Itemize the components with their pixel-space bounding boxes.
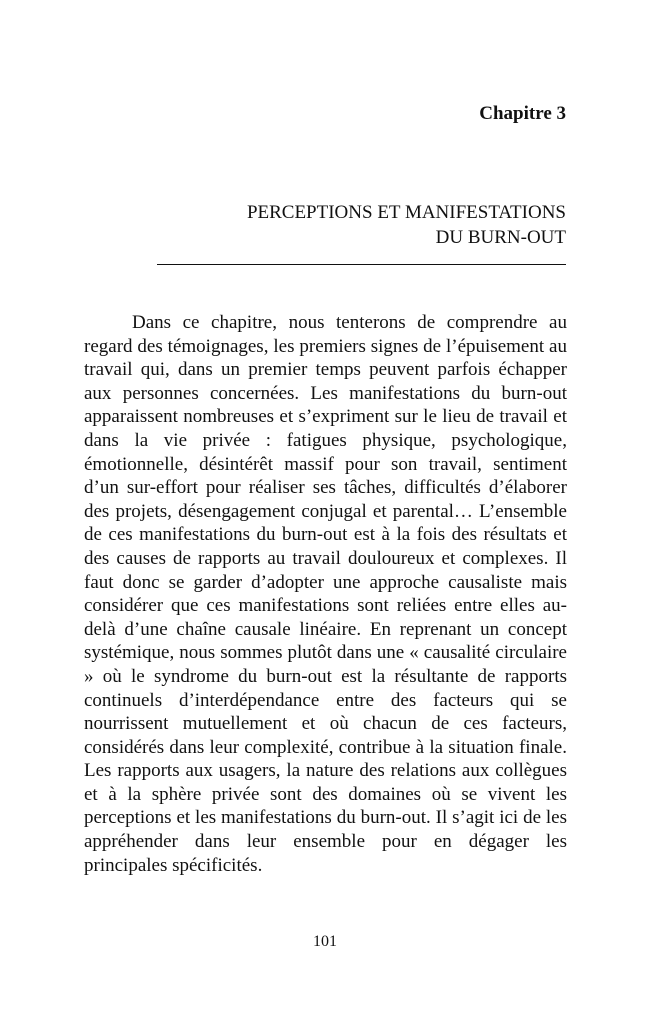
chapter-title-line-2: DU BURN-OUT — [435, 227, 566, 248]
title-underline-rule — [157, 264, 566, 265]
page-number: 101 — [313, 933, 337, 950]
body-paragraph: Dans ce chapitre, nous tenterons de comprendre au regard des témoignages, les premiers signes de l’épuisement au travail qui, dans un premier temps peuvent parfois échapper aux personnes concernées. Les manifestations du burn-out apparaissent nombreuses et s’expriment sur le lieu de travail et dans la vie privée : fatigues physique, psychologique, émotionnelle, désintérêt massif pour son travail, sentiment d’un sur-effort pour réaliser ses tâches, difficultés d’élaborer des projets, désengagement conjugal et parental… L’ensemble de ces manifestations du burn-out est à la fois des résultats et des causes de rapports au travail douloureux et complexes. Il faut donc se garder d’adopter une approche causaliste mais considérer que ces manifestations sont reliées entre elles au-delà d’une chaîne causale linéaire. En reprenant un concept systémique, nous sommes plutôt dans une « causalité circulaire » où le syndrome du burn-out est la résultante de rapports continuels d’interdépendance entre des facteurs qui se nourrissent mutuellement et où chacun de ces facteurs, considérés dans leur complexité, contribue à la situation finale. Les rapports aux usagers, la nature des relations aux collègues et à la sphère privée sont des domaines où se vivent les perceptions et les manifestations du burn-out. Il s’agit ici de les appréhender dans leur ensemble pour en dégager les principales spécificités. — [84, 312, 567, 876]
chapter-title-line-1: PERCEPTIONS ET MANIFESTATIONS — [246, 202, 566, 223]
chapter-label: Chapitre 3 — [479, 103, 566, 124]
chapter-title — [86, 200, 566, 250]
